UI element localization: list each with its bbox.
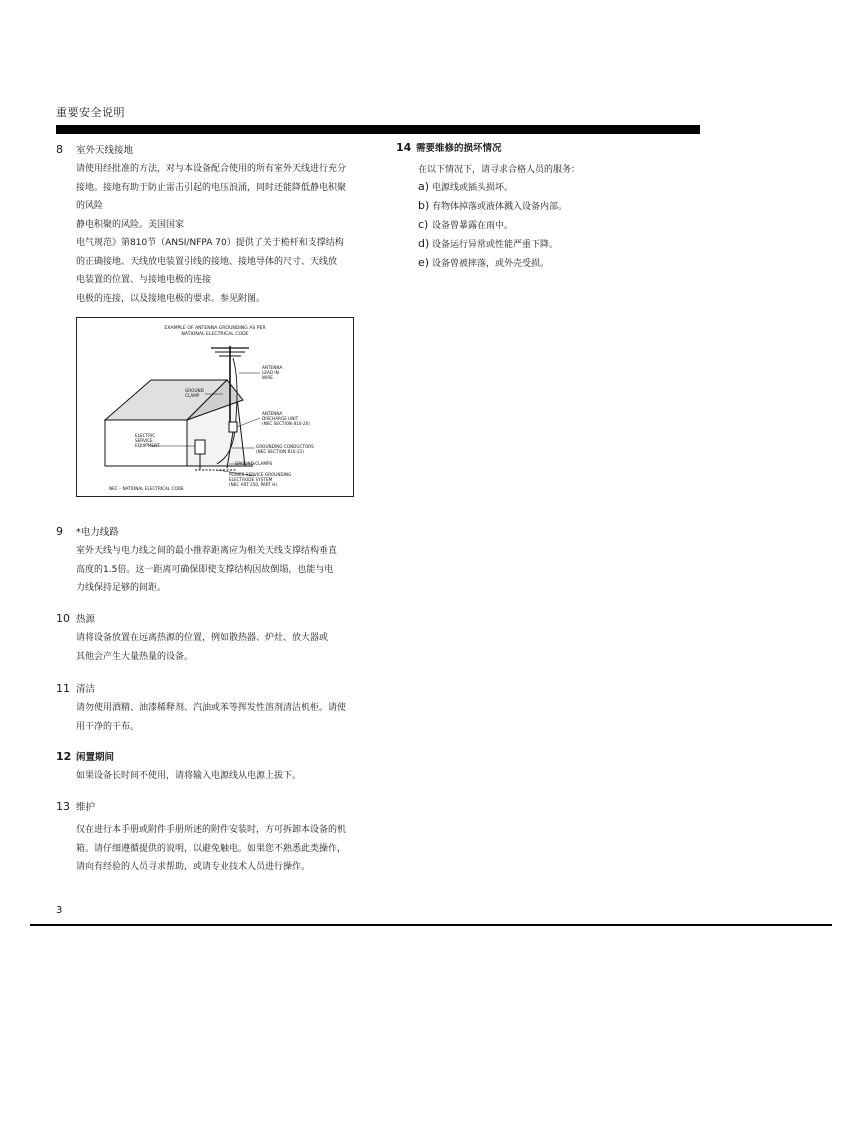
section-9: [56, 524, 366, 598]
list-letter: e): [418, 256, 430, 269]
section-14: [396, 140, 696, 273]
label-ground-clamp-l1: GROUND: [185, 388, 204, 393]
section-8: [56, 142, 366, 308]
section-title: 清洁: [76, 684, 96, 695]
label-power-l3: (NEC ART 250, PART H): [229, 482, 278, 487]
body-line: 的风险: [76, 201, 104, 211]
label-electric-l3: EQUIPMENT: [135, 443, 160, 448]
leader-line: [237, 418, 260, 427]
section-number: 11: [56, 682, 70, 695]
section-number: 14: [396, 141, 412, 154]
label-discharge-l3: (NEC SECTION 810-20): [262, 421, 310, 426]
label-discharge-l2: DISCHARGE UNIT: [262, 416, 299, 421]
section-number: 10: [56, 612, 70, 625]
body-line: 箱。请仔细遵循提供的说明，以避免触电。如果您不熟悉此类操作，: [76, 843, 347, 854]
section-title: 需要维修的损坏情况: [416, 143, 502, 154]
label-electric-l2: SERVICE: [135, 438, 153, 443]
body-line: 用干净的干布。: [76, 721, 140, 732]
page-number: 3: [56, 905, 63, 916]
section-title: 热源: [76, 614, 96, 625]
section-body: [76, 767, 366, 786]
label-antenna-l2: LEAD IN: [262, 370, 279, 375]
body-line: 请勿使用酒精、油漆稀释剂、汽油或苯等挥发性溶剂清洁机柜。请使: [76, 703, 347, 713]
label-electric-l1: ELECTRIC: [135, 433, 156, 438]
section-13: [56, 799, 366, 877]
body-line: 室外天线与电力线之间的最小推荐距离应为相关天线支撑结构垂直: [76, 546, 338, 556]
list-letter: c): [418, 218, 429, 231]
section-title: *电力线路: [76, 527, 119, 538]
list-text: 电源线或插头损坏。: [432, 183, 514, 193]
electric-service-box: [195, 440, 205, 454]
list-item: [418, 235, 696, 254]
body-line: 接地。接地有助于防止雷击引起的电压浪涌，同时还能降低静电积聚: [76, 182, 347, 193]
label-nec: NEC – NATIONAL ELECTRICAL CODE: [109, 486, 184, 491]
section-number: 9: [56, 525, 63, 538]
page-header: 重要安全说明: [56, 106, 125, 119]
label-conductors-l1: GROUNDING CONDUCTORS: [256, 444, 314, 449]
body-line: 静电积聚的风险。美国国家: [76, 219, 185, 230]
section-number: 8: [56, 143, 63, 156]
list-item: [418, 254, 696, 273]
body-line: 请向有经验的人员寻求帮助，或请专业技术人员进行操作。: [76, 862, 311, 872]
section-11: [56, 681, 366, 736]
section-body: [76, 542, 366, 598]
list-item: [418, 216, 696, 235]
body-line: 电装置的位置、与接地电极的连接: [76, 275, 212, 285]
list-letter: a): [418, 180, 430, 193]
header-rule: [56, 125, 700, 134]
body-line: 如果设备长时间不使用，请将输入电源线从电源上拔下。: [76, 771, 302, 781]
figure-title-line-2: NATIONAL ELECTRICAL CODE: [181, 332, 249, 337]
label-power-l1: POWER SERVICE GROUNDING: [229, 472, 292, 477]
body-line: 请使用经批准的方法，对与本设备配合使用的所有室外天线进行充分: [76, 164, 347, 174]
list-text: 设备运行异常或性能严重下降。: [432, 240, 559, 250]
body-line: 其他会产生大量热量的设备。: [76, 651, 194, 662]
footer-rule: [30, 924, 832, 926]
discharge-unit: [229, 422, 237, 432]
list-item: [418, 178, 696, 197]
body-line: 电极的连接，以及接地电极的要求。参见附图。: [76, 293, 266, 304]
list-letter: d): [418, 237, 430, 250]
damage-list: [418, 178, 696, 273]
label-ground-clamp-l2: CLAMP: [185, 393, 200, 398]
section-title: 闲置期间: [76, 752, 115, 763]
section-12: [56, 749, 366, 786]
label-antenna-l3: WIRE: [262, 375, 273, 380]
label-power-l2: ELECTRODE SYSTEM: [229, 477, 273, 482]
list-text: 有物体掉落或液体溅入设备内部。: [432, 202, 568, 212]
list-letter: b): [418, 199, 430, 212]
label-conductors-l2: (NEC SECTION 810-21): [256, 449, 304, 454]
section-body: [76, 821, 366, 877]
body-line: 的正确接地、天线放电装置引线的接地、接地导体的尺寸、天线放: [76, 256, 338, 267]
section-intro: 在以下情况下，请寻求合格人员的服务：: [418, 165, 581, 175]
section-body: [76, 160, 366, 308]
figure-title-line-1: EXAMPLE OF ANTENNA GROUNDING AS PER: [164, 326, 266, 331]
list-item: [418, 197, 696, 216]
body-line: 仅在进行本手册或附件手册所述的附件安装时，方可拆卸本设备的机: [76, 825, 347, 835]
antenna-grounding-figure: [76, 317, 354, 497]
label-discharge-l1: ANTENNA: [262, 411, 283, 416]
antenna-grounding-diagram: [77, 318, 353, 496]
body-line: 力线保持足够的间距。: [76, 583, 167, 593]
label-ground-clamps: GROUND CLAMPS: [235, 461, 273, 466]
label-antenna-l1: ANTENNA: [262, 365, 283, 370]
section-body: [76, 699, 366, 736]
section-title: 维护: [76, 802, 96, 813]
section-body: [76, 629, 366, 666]
section-title: 室外天线接地: [76, 145, 134, 156]
list-text: 设备曾被摔落，或外壳受损。: [432, 259, 550, 269]
section-10: [56, 611, 366, 666]
body-line: 电气规范》第810节（ANSI/NFPA 70）提供了关于桅杆和支撑结构: [76, 238, 344, 248]
body-line: 高度的1.5倍。这一距离可确保即使支撑结构因故倒塌，也能与电: [76, 564, 334, 575]
body-line: 请将设备放置在远离热源的位置，例如散热器、炉灶、放大器或: [76, 633, 329, 643]
section-number: 12: [56, 750, 72, 763]
list-text: 设备曾暴露在雨中。: [432, 221, 514, 231]
section-number: 13: [56, 800, 70, 813]
